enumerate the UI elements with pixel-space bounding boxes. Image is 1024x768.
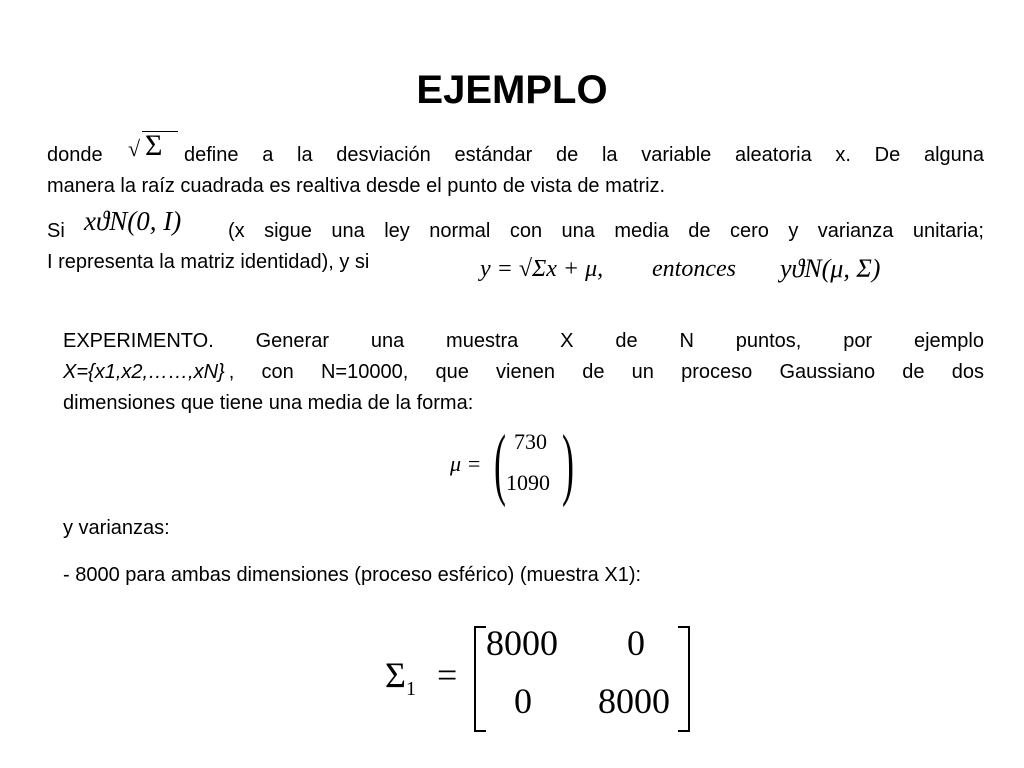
right-paren: ) xyxy=(562,420,574,508)
bullet-8000: - 8000 para ambas dimensiones (proceso esférico) (muestra X1): xyxy=(63,564,642,586)
sigma1-r2c1: 0 xyxy=(514,681,532,721)
word-donde: donde xyxy=(47,144,103,166)
experimento-line2-rest: , con N=10000, que vienen de un proceso Gaussiano de dos xyxy=(228,361,984,383)
experimento-line3: dimensiones que tiene una media de la forma: xyxy=(63,392,474,414)
word-entonces: entonces xyxy=(652,256,736,282)
para1-line1-rest: define a la desviación estándar de la variable aleatoria x. De alguna xyxy=(184,144,984,166)
left-paren: ( xyxy=(494,420,506,508)
sqrt-sigma: √ Σ xyxy=(128,128,178,164)
sample-set: X={x1,x2,……,xN} xyxy=(63,361,225,383)
sigma1-r1c1: 8000 xyxy=(486,623,558,663)
sigma-symbol: Σ xyxy=(145,129,163,162)
sigma1-equals: = xyxy=(437,655,458,695)
experimento-line1: EXPERIMENTO. Generar una muestra X de N puntos, por ejemplo xyxy=(63,330,984,352)
slide-title: EJEMPLO xyxy=(416,68,608,112)
formula-result: yϑN(μ, Σ) xyxy=(780,254,881,283)
sigma1-label: $\Sigma_1$ xyxy=(385,655,416,701)
left-bracket xyxy=(474,626,486,732)
para2-line1-rest: (x sigue una ley normal con una media de cero y varianza unitaria; xyxy=(228,220,984,242)
para1-line2: manera la raíz cuadrada es realtiva desde el punto de vista de matriz. xyxy=(47,175,666,197)
varianzas-label: y varianzas: xyxy=(63,517,170,539)
word-si: Si xyxy=(47,220,65,242)
sigma1-r2c2: 8000 xyxy=(598,681,670,721)
mean-vector xyxy=(450,420,590,508)
mean-value-1: 730 xyxy=(514,429,547,454)
formula-normal: xϑN(0, I) xyxy=(84,206,182,236)
experimento-line2 xyxy=(63,357,984,388)
mean-value-2: 1090 xyxy=(506,470,550,495)
para2-line2: I representa la matriz identidad), y si xyxy=(47,251,370,273)
sigma1-r1c2: 0 xyxy=(627,623,645,663)
formula-y: y = √Σx + μ, xyxy=(480,256,604,282)
mu-symbol: μ = xyxy=(450,451,482,476)
right-bracket xyxy=(678,626,690,732)
sigma1-matrix xyxy=(385,620,705,730)
